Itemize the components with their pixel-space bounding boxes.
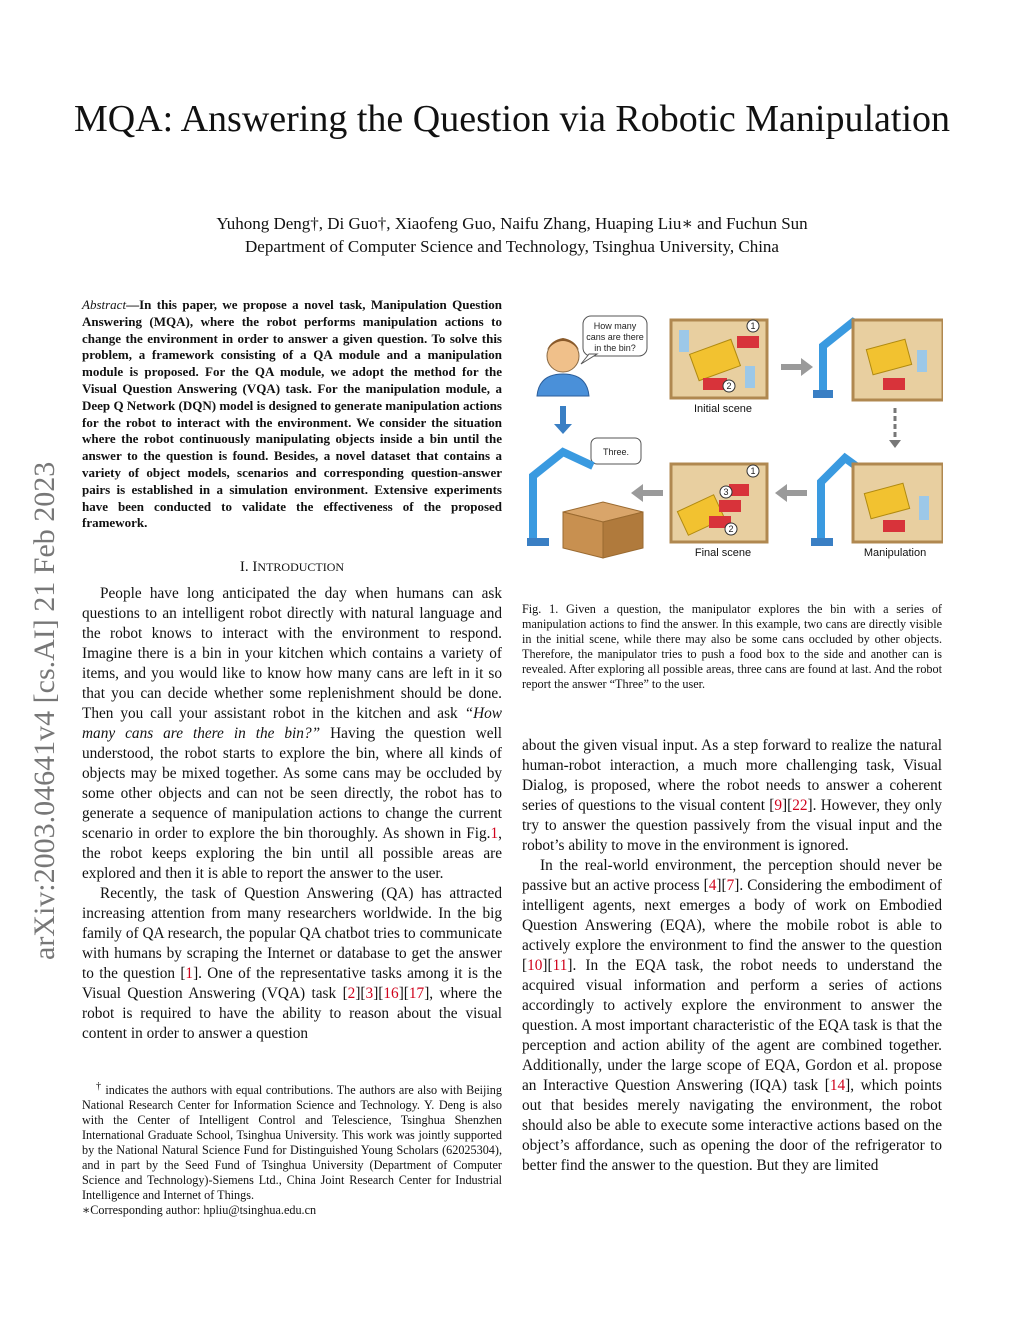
section-number: I. bbox=[239, 559, 249, 575]
person-icon bbox=[537, 338, 589, 396]
right-column-body bbox=[522, 736, 942, 1176]
final-scene-image bbox=[671, 464, 767, 542]
question-bubble bbox=[581, 316, 647, 364]
robot-arm-image bbox=[813, 320, 943, 400]
robot-box-image bbox=[527, 452, 643, 558]
paragraph: about the given visual input. As a step forward to realize the natural human-robot interaction, a much more challenging task, Visual Dialog, is proposed, where the robot needs to answer a coherent series of questions to the visual content [9][22]. However, they only try to answer the question passively from the visual input and the robot’s ability to move in the environment is ignored. bbox=[522, 737, 943, 854]
arxiv-identifier: arXiv:2003.04641v4 [cs.AI] 21 Feb 2023 bbox=[28, 461, 61, 960]
figure-link[interactable]: 1 bbox=[490, 825, 499, 842]
paragraph: Recently, the task of Question Answering (QA) has attracted increasing attention from many researchers worldwide. In the big family of QA research, the popular QA chatbot tries to communicate with humans by scraping the Internet or database to get the answer to the question [1]. One of the representative tasks among it is the Visual Question Answering (VQA) task [2][3][16][17], where the robot is required to have the ability to reason about the visual content in order to answer a question bbox=[82, 885, 502, 1042]
arrow-left-icon bbox=[631, 484, 663, 502]
arrow-right-icon bbox=[781, 358, 813, 376]
manipulation-scene-image bbox=[811, 458, 943, 546]
svg-text:How many: How many bbox=[593, 321, 637, 331]
section-heading-rest: NTRODUCTION bbox=[257, 560, 345, 574]
svg-text:in the bin?: in the bin? bbox=[594, 343, 636, 353]
citation-link[interactable]: 11 bbox=[552, 957, 568, 974]
citation-link[interactable]: 16 bbox=[383, 985, 399, 1002]
initial-scene-image bbox=[671, 320, 767, 398]
final-scene-label: Final scene bbox=[694, 547, 752, 559]
citation-link[interactable]: 3 bbox=[365, 985, 374, 1002]
arrow-left-icon bbox=[775, 484, 807, 502]
svg-text:3: 3 bbox=[723, 487, 729, 497]
citation-link[interactable]: 17 bbox=[408, 985, 425, 1002]
svg-text:1: 1 bbox=[750, 321, 756, 331]
citation-link[interactable]: 9 bbox=[774, 797, 783, 814]
citation-link[interactable]: 10 bbox=[527, 957, 543, 974]
answer-bubble bbox=[591, 438, 641, 464]
svg-text:Three.: Three. bbox=[602, 447, 630, 457]
section-heading-initial: I bbox=[252, 559, 258, 575]
manipulation-label: Manipulation bbox=[863, 547, 927, 559]
arrow-down-icon bbox=[554, 406, 572, 434]
svg-text:cans are there: cans are there bbox=[586, 332, 644, 342]
paragraph: In the real-world environment, the perception should never be passive but an active process [4][7]. Considering the embodiment of intelligent agents, next emerges a body of work on Embodied Question Answering (EQA), where the mobile robot is able to actively explore the environment to find the answer to the question [10][11]. In the EQA task, the robot needs to understand the acquired visual information and perform a series of actions accordingly to actively explore the environment to answer the question. A most important characteristic of the EQA task is that the perception and action ability of the agent are combined together. Additionally, under the large scope of EQA, Gordon et al. propose an Interactive Question Answering (IQA) task [14], which points out that besides merely navigating the environment, the robot should also be able to execute some interactive actions based on the object’s affordance, such as opening the door of the refrigerator to better find the answer to the question. But they are limited bbox=[522, 857, 942, 1174]
citation-link[interactable]: 14 bbox=[829, 1077, 846, 1094]
affiliation: Department of Computer Science and Technology, Tsinghua University, China bbox=[245, 237, 779, 256]
figure-caption: Fig. 1. Given a question, the manipulator explores the bin with a series of manipulation actions to find the answer. In this example, two cans are directly visible in the initial scene, while there may also be some cans occluded by other objects. Therefore, the manipulator tries to push a food box to the side and another can is revealed. After exploring all possible areas, three cans are found at last. And the robot report the answer “Three” to the user. bbox=[522, 602, 942, 691]
footnote: † indicates the authors with equal contributions. The authors are also with Beijing National Research Center for Information Science and Technology. Y. Deng is also with the Center of Intelligent Control and Telescience, Tsinghua Shenzhen International Graduate School, Tsinghua University. This work was jointly supported by the National Natural Science Fund for Distinguished Young Scholars (62025304), and in part by the Seed Fund of Tsinghua University (Department of Computer Science and Technology)-Siemens Ltd., China Joint Research Center for Industrial Intelligence and Internet of Things. ∗Corresponding author: hpliu@tsinghua.edu.cn bbox=[82, 1081, 502, 1218]
author-list: Yuhong Deng†, Di Guo†, Xiaofeng Guo, Naifu Zhang, Huaping Liu∗ and Fuchun Sun bbox=[216, 214, 808, 233]
svg-text:2: 2 bbox=[726, 381, 732, 391]
abstract-text: —In this paper, we propose a novel task, Manipulation Question Answering (MQA), where the robot performs manipulation actions to change the environment in order to answer a given question. To solve this problem, a framework consisting of a QA module and a manipulation module is proposed. For the QA module, we adopt the method for the Visual Question Answering (VQA) task. For the manipulation module, a Deep Q Network (DQN) model is designed to generate manipulation actions for the robot to interact with the environment. We consider the situation where the robot continuously manipulating objects inside a bin until the answer to the question is found. Besides, a novel dataset that contains a variety of object models, scenarios and corresponding question-answer pairs is established in a simulation environment. Extensive experiments have been conducted to validate the effectiveness of the proposed framework. bbox=[82, 297, 502, 531]
paragraph: People have long anticipated the day when humans can ask questions to an intelligent robot directly with natural language and the robot knows to interact with the environment to respond. Imagine there is a bin in your kitchen which contains a variety of items, and you would like to know how many cans are left in it so that you can decide whether some replenishment should be done. Then you call your assistant robot in the kitchen and ask “How many cans are there in the bin?” Having the question well understood, the robot starts to explore the bin, where all kinds of objects may be mixed together. As some cans may be occluded by some other objects and can not be seen directly, the robot has to generate a sequence of manipulation actions to change the current scenario in order to explore the bin thoroughly. As shown in Fig.1, the robot keeps exploring the bin until all possible areas are explored and then it is able to report the answer to the user. bbox=[82, 585, 502, 882]
svg-text:2: 2 bbox=[728, 524, 734, 534]
citation-link[interactable]: 2 bbox=[347, 985, 356, 1002]
initial-scene-label: Initial scene bbox=[693, 403, 753, 415]
citation-link[interactable]: 4 bbox=[708, 877, 717, 894]
svg-text:1: 1 bbox=[750, 466, 756, 476]
citation-link[interactable]: 1 bbox=[185, 965, 194, 982]
section-heading-introduction bbox=[82, 559, 502, 576]
abstract-lead: Abstract bbox=[82, 297, 127, 312]
abstract bbox=[82, 297, 502, 532]
citation-link[interactable]: 7 bbox=[726, 877, 735, 894]
figure-1 bbox=[523, 306, 943, 568]
introduction-body bbox=[82, 584, 502, 1044]
corresponding-author: ∗Corresponding author: hpliu@tsinghua.edu.cn bbox=[82, 1203, 317, 1218]
paper-title: MQA: Answering the Question via Robotic Manipulation bbox=[73, 98, 951, 140]
citation-link[interactable]: 22 bbox=[792, 797, 808, 814]
